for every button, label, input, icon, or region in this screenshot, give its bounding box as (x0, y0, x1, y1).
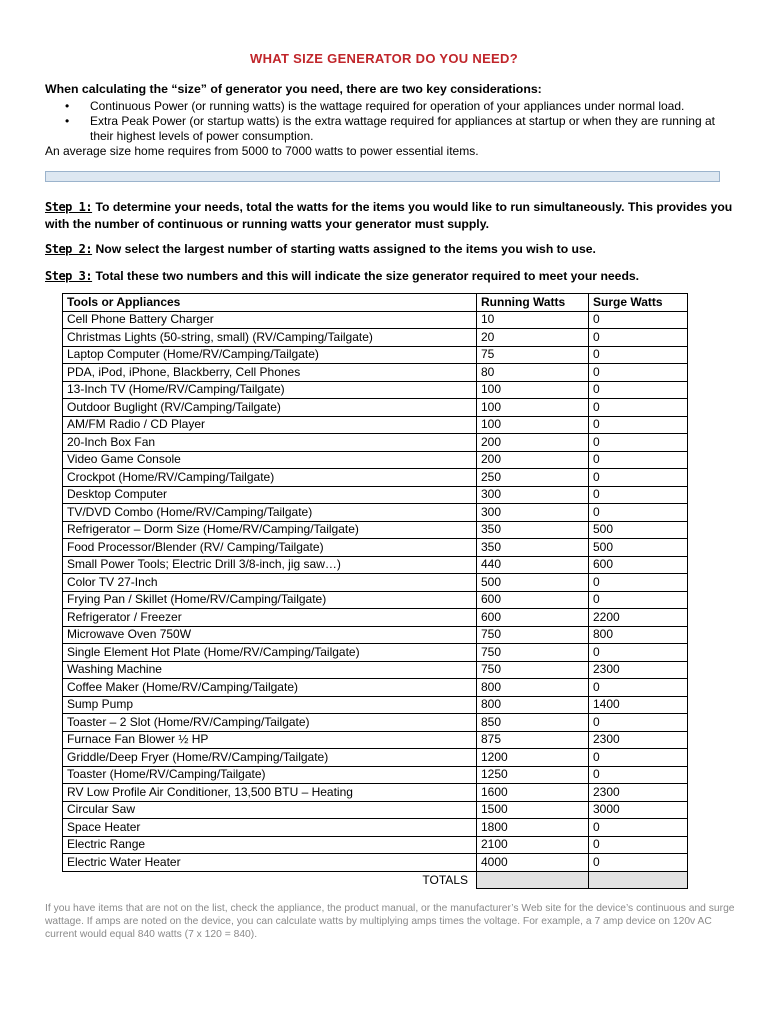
table-row (63, 714, 688, 732)
surge-watts-cell: 2300 (589, 661, 688, 679)
appliance-name-cell: Video Game Console (63, 451, 477, 469)
surge-watts-cell: 0 (589, 469, 688, 487)
appliance-name-cell: Toaster (Home/RV/Camping/Tailgate) (63, 766, 477, 784)
table-row (63, 644, 688, 662)
running-watts-cell: 875 (477, 731, 589, 749)
table-row (63, 766, 688, 784)
bullet-icon: • (65, 99, 70, 113)
table-row (63, 469, 688, 487)
appliance-name-cell: AM/FM Radio / CD Player (63, 416, 477, 434)
running-watts-cell: 300 (477, 504, 589, 522)
running-watts-total-cell[interactable] (477, 871, 589, 889)
running-watts-cell: 1500 (477, 801, 589, 819)
appliance-name-cell: PDA, iPod, iPhone, Blackberry, Cell Phones (63, 364, 477, 382)
step-3-label: Step 3: (45, 269, 93, 283)
divider-bar (45, 171, 720, 182)
appliance-wattage-table (62, 293, 688, 889)
appliance-name-cell: RV Low Profile Air Conditioner, 13,500 BTU – Heating (63, 784, 477, 802)
surge-watts-cell: 3000 (589, 801, 688, 819)
surge-watts-cell: 500 (589, 521, 688, 539)
surge-watts-cell: 0 (589, 346, 688, 364)
step-3-text: Total these two numbers and this will indicate the size generator required to meet your needs. (95, 269, 640, 283)
surge-watts-cell: 0 (589, 644, 688, 662)
step-2-text: Now select the largest number of starting watts assigned to the items you wish to use. (95, 242, 596, 256)
average-home-note: An average size home requires from 5000 to 7000 watts to power essential items. (45, 144, 479, 158)
step-3 (45, 268, 735, 285)
running-watts-cell: 750 (477, 644, 589, 662)
running-watts-cell: 350 (477, 539, 589, 557)
table-row (63, 819, 688, 837)
running-watts-cell: 850 (477, 714, 589, 732)
surge-watts-cell: 2300 (589, 731, 688, 749)
surge-watts-cell: 0 (589, 714, 688, 732)
totals-label: TOTALS (422, 872, 468, 887)
running-watts-cell: 1200 (477, 749, 589, 767)
step-1-text: To determine your needs, total the watts for the items you would like to run simultaneously. This provides you with the number of continuous or running watts your generator must supply. (45, 200, 733, 231)
appliance-name-cell: Single Element Hot Plate (Home/RV/Camping/Tailgate) (63, 644, 477, 662)
surge-watts-cell: 1400 (589, 696, 688, 714)
surge-watts-cell: 0 (589, 329, 688, 347)
totals-row (63, 871, 688, 889)
running-watts-cell: 600 (477, 591, 589, 609)
running-watts-cell: 1600 (477, 784, 589, 802)
table-row (63, 381, 688, 399)
running-watts-cell: 800 (477, 679, 589, 697)
surge-watts-cell: 0 (589, 574, 688, 592)
appliance-name-cell: Furnace Fan Blower ½ HP (63, 731, 477, 749)
considerations-list (45, 99, 735, 144)
running-watts-cell: 80 (477, 364, 589, 382)
running-watts-cell: 2100 (477, 836, 589, 854)
surge-watts-cell: 0 (589, 766, 688, 784)
table-row (63, 311, 688, 329)
table-row (63, 574, 688, 592)
running-watts-cell: 100 (477, 399, 589, 417)
surge-watts-cell: 0 (589, 416, 688, 434)
table-row (63, 556, 688, 574)
appliance-name-cell: Small Power Tools; Electric Drill 3/8-inch, jig saw…) (63, 556, 477, 574)
intro-lead: When calculating the “size” of generator you need, there are two key considerations: (45, 82, 542, 96)
table-row (63, 609, 688, 627)
table-row (63, 329, 688, 347)
appliance-name-cell: Toaster – 2 Slot (Home/RV/Camping/Tailgate) (63, 714, 477, 732)
intro-section (45, 82, 735, 159)
running-watts-cell: 100 (477, 381, 589, 399)
running-watts-cell: 440 (477, 556, 589, 574)
appliance-name-cell: Desktop Computer (63, 486, 477, 504)
surge-watts-cell: 0 (589, 364, 688, 382)
surge-watts-cell: 0 (589, 486, 688, 504)
surge-watts-cell: 600 (589, 556, 688, 574)
surge-watts-total-cell[interactable] (589, 871, 688, 889)
surge-watts-cell: 0 (589, 451, 688, 469)
running-watts-cell: 100 (477, 416, 589, 434)
header-running-watts: Running Watts (477, 294, 589, 312)
appliance-name-cell: Griddle/Deep Fryer (Home/RV/Camping/Tailgate) (63, 749, 477, 767)
appliance-name-cell: Food Processor/Blender (RV/ Camping/Tailgate) (63, 539, 477, 557)
appliance-name-cell: Christmas Lights (50-string, small) (RV/Camping/Tailgate) (63, 329, 477, 347)
running-watts-cell: 600 (477, 609, 589, 627)
running-watts-cell: 200 (477, 434, 589, 452)
table-row (63, 591, 688, 609)
running-watts-cell: 250 (477, 469, 589, 487)
table-row (63, 504, 688, 522)
header-surge-watts: Surge Watts (589, 294, 688, 312)
running-watts-cell: 75 (477, 346, 589, 364)
surge-watts-cell: 0 (589, 311, 688, 329)
appliance-name-cell: Electric Water Heater (63, 854, 477, 872)
table-row (63, 346, 688, 364)
appliance-name-cell: Coffee Maker (Home/RV/Camping/Tailgate) (63, 679, 477, 697)
surge-watts-cell: 0 (589, 504, 688, 522)
appliance-name-cell: Refrigerator / Freezer (63, 609, 477, 627)
page-title: WHAT SIZE GENERATOR DO YOU NEED? (250, 51, 518, 66)
running-watts-cell: 1800 (477, 819, 589, 837)
table-row (63, 539, 688, 557)
surge-watts-cell: 0 (589, 679, 688, 697)
running-watts-cell: 4000 (477, 854, 589, 872)
table-row (63, 679, 688, 697)
surge-watts-cell: 0 (589, 749, 688, 767)
table-row (63, 364, 688, 382)
surge-watts-cell: 800 (589, 626, 688, 644)
step-2-label: Step 2: (45, 242, 93, 256)
appliance-name-cell: Sump Pump (63, 696, 477, 714)
surge-watts-cell: 0 (589, 399, 688, 417)
appliance-name-cell: Microwave Oven 750W (63, 626, 477, 644)
table-row (63, 416, 688, 434)
appliance-name-cell: Circular Saw (63, 801, 477, 819)
bullet-extra-peak-power: • Extra Peak Power (or startup watts) is the extra wattage required for appliances at startup or when they are running at their highest levels of power consumption. (65, 114, 715, 143)
appliance-name-cell: TV/DVD Combo (Home/RV/Camping/Tailgate) (63, 504, 477, 522)
appliance-name-cell: Cell Phone Battery Charger (63, 311, 477, 329)
bullet-icon: • (65, 114, 70, 128)
appliance-name-cell: Outdoor Buglight (RV/Camping/Tailgate) (63, 399, 477, 417)
table-row (63, 784, 688, 802)
table-row (63, 451, 688, 469)
step-2 (45, 241, 735, 258)
running-watts-cell: 350 (477, 521, 589, 539)
running-watts-cell: 750 (477, 661, 589, 679)
table-row (63, 399, 688, 417)
appliance-name-cell: Color TV 27-Inch (63, 574, 477, 592)
table-row (63, 661, 688, 679)
appliance-name-cell: Electric Range (63, 836, 477, 854)
footnote: If you have items that are not on the list, check the appliance, the product manual, or the manufacturer’s Web site for the device’s continuous and surge wattage. If amps are noted on the device, you can calculate watts by multiplying amps times the voltage. For example, a 7 amp device on 120v AC current would equal 840 watts (7 x 120 = 840). (45, 903, 735, 940)
surge-watts-cell: 0 (589, 381, 688, 399)
table-row (63, 434, 688, 452)
surge-watts-cell: 500 (589, 539, 688, 557)
appliance-name-cell: Refrigerator – Dorm Size (Home/RV/Camping/Tailgate) (63, 521, 477, 539)
surge-watts-cell: 0 (589, 836, 688, 854)
running-watts-cell: 500 (477, 574, 589, 592)
table-row (63, 801, 688, 819)
running-watts-cell: 300 (477, 486, 589, 504)
running-watts-cell: 1250 (477, 766, 589, 784)
surge-watts-cell: 0 (589, 591, 688, 609)
appliance-name-cell: Washing Machine (63, 661, 477, 679)
appliance-name-cell: 13-Inch TV (Home/RV/Camping/Tailgate) (63, 381, 477, 399)
surge-watts-cell: 0 (589, 854, 688, 872)
surge-watts-cell: 2300 (589, 784, 688, 802)
table-row (63, 626, 688, 644)
appliance-name-cell: Crockpot (Home/RV/Camping/Tailgate) (63, 469, 477, 487)
step-1 (45, 199, 735, 233)
appliance-name-cell: Laptop Computer (Home/RV/Camping/Tailgate) (63, 346, 477, 364)
step-1-label: Step 1: (45, 200, 93, 214)
running-watts-cell: 750 (477, 626, 589, 644)
header-tools-or-appliances: Tools or Appliances (63, 294, 477, 312)
surge-watts-cell: 2200 (589, 609, 688, 627)
table-row (63, 854, 688, 872)
table-row (63, 749, 688, 767)
table-row (63, 486, 688, 504)
running-watts-cell: 200 (477, 451, 589, 469)
appliance-name-cell: Space Heater (63, 819, 477, 837)
table-row (63, 836, 688, 854)
surge-watts-cell: 0 (589, 434, 688, 452)
table-body (63, 311, 688, 871)
running-watts-cell: 20 (477, 329, 589, 347)
table-header-row (63, 294, 688, 312)
appliance-name-cell: 20-Inch Box Fan (63, 434, 477, 452)
running-watts-cell: 10 (477, 311, 589, 329)
appliance-name-cell: Frying Pan / Skillet (Home/RV/Camping/Tailgate) (63, 591, 477, 609)
surge-watts-cell: 0 (589, 819, 688, 837)
table-row (63, 521, 688, 539)
bullet-continuous-power: • Continuous Power (or running watts) is the wattage required for operation of your appliances under normal load. (65, 99, 685, 113)
table-row (63, 696, 688, 714)
table-row (63, 731, 688, 749)
running-watts-cell: 800 (477, 696, 589, 714)
